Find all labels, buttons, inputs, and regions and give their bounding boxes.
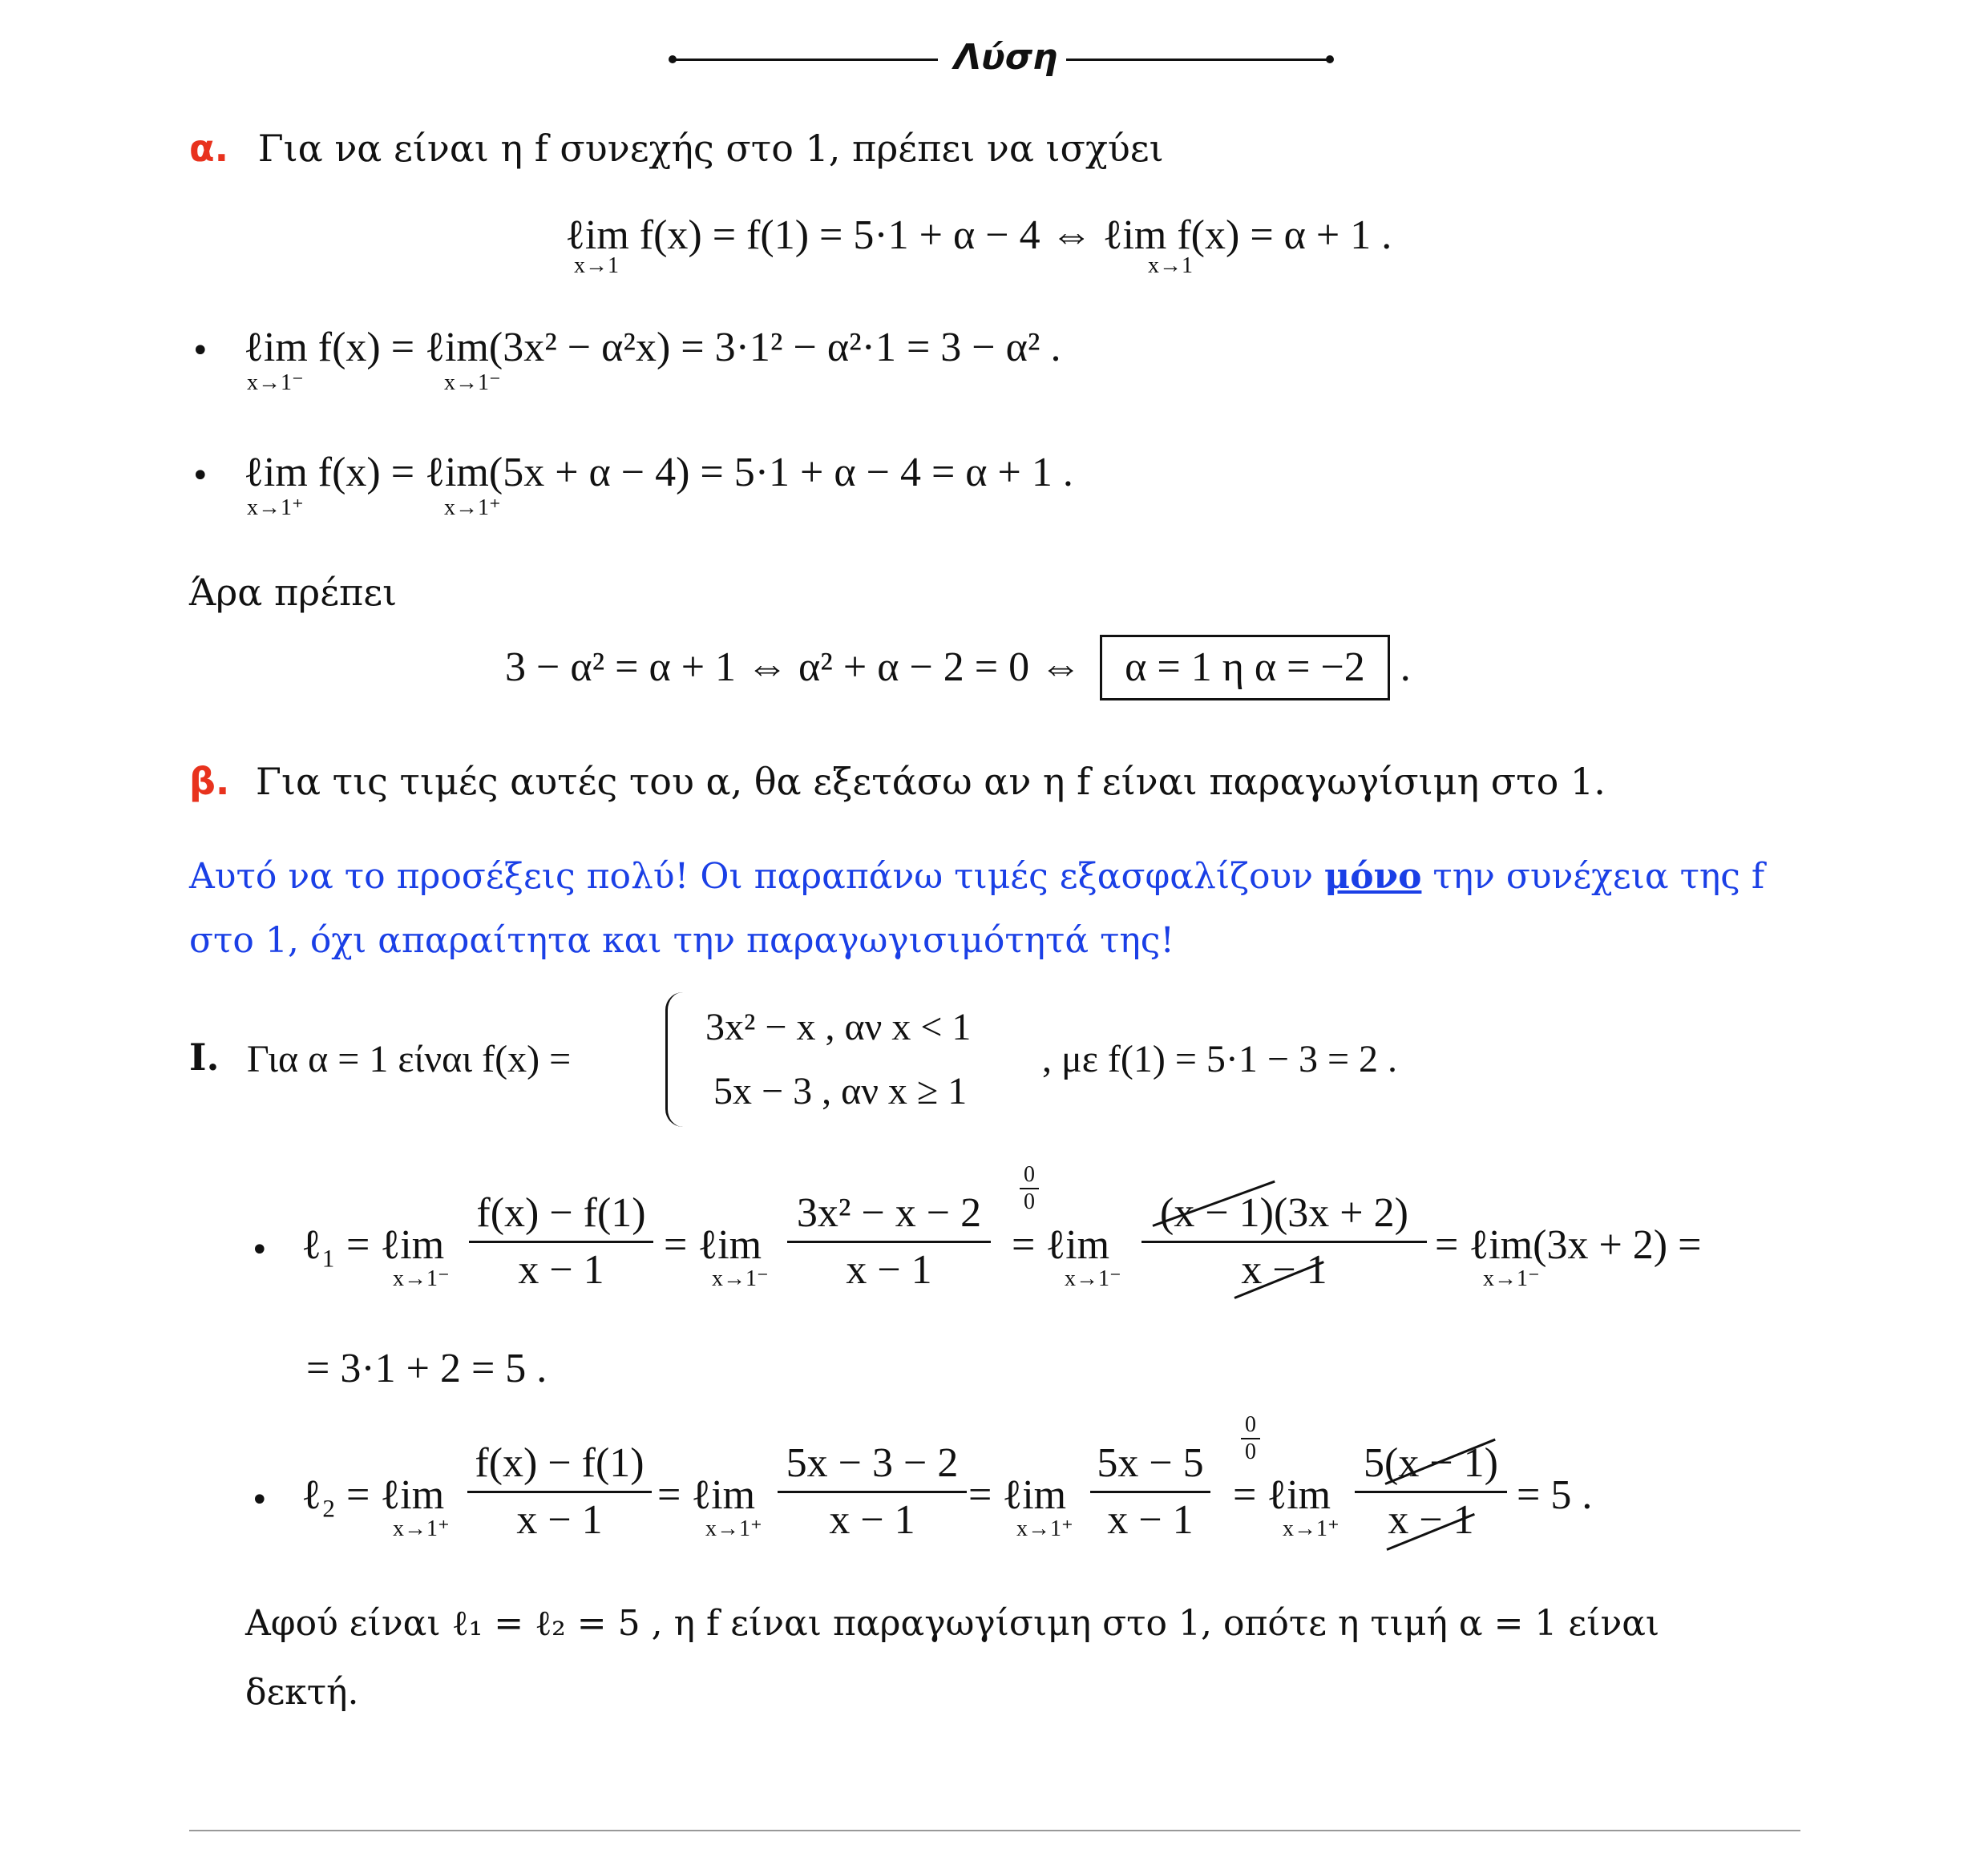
part-a-bullet2-sub-2: x→1⁺ [444,495,501,520]
l2-eq-1: = ℓim [657,1472,756,1518]
l1-sub-3: x→1⁻ [1065,1266,1121,1291]
case-i-piece2: 5x − 3 , αν x ≥ 1 [713,1070,968,1112]
case-i-lead: Για α = 1 είναι f(x) = [247,1038,572,1080]
l1-tail: = ℓim(3x + 2) = [1435,1222,1702,1268]
part-b-note-2: την συνέχεια της f [1421,856,1765,897]
part-a-main-sub-1: x→1 [574,253,619,278]
part-a-label: α. [189,127,229,170]
l2-sub-2: x→1⁺ [705,1516,762,1541]
part-a-final-equation: 3 − α² = α + 1 ⇔ α² + α − 2 = 0 ⇔ [505,644,1082,690]
l2-sub-1: x→1⁺ [393,1516,450,1541]
part-a-bullet1-sub-2: x→1⁻ [444,370,501,395]
l1-eq-1: = ℓim [664,1222,762,1268]
l2-frac3 [1090,1439,1210,1544]
conclusion-line-1: Αφού είναι ℓ₁ = ℓ₂ = 5 , η f είναι παραγωγίσιμη στο 1, οπότε η τιμή α = 1 είναι [245,1603,1660,1644]
l1-sub-4: x→1⁻ [1483,1266,1540,1291]
l1-eq-2: = ℓim [1012,1222,1110,1268]
l2-zero-over-zero: 0 0 [1241,1414,1260,1463]
l1-frac2 [787,1189,991,1294]
l2-sub-4: x→1⁺ [1283,1516,1339,1541]
case-i-label: I. [189,1036,220,1079]
bullet-icon: • [191,458,210,495]
part-a-boxed-answer: α = 1 η α = −2 [1100,635,1390,700]
l1-frac2-num: 3x² − x − 2 [796,1190,982,1236]
bullet-icon: • [250,1482,269,1519]
part-a-intro: Για να είναι η f συνεχής στο 1, πρέπει να ισχύει [257,127,1164,170]
l2-frac4-den: x − 1 [1388,1497,1474,1543]
l1-frac1-num: f(x) − f(1) [476,1190,646,1236]
l2-frac4 [1355,1439,1507,1544]
l1-sub-2: x→1⁻ [712,1266,769,1291]
case-i-tail: , με f(1) = 5·1 − 3 = 2 . [1042,1038,1398,1080]
l2-frac2-den: x − 1 [829,1497,915,1543]
part-b-note-1: Αυτό να το προσέξεις πολύ! Οι παραπάνω τιμές εξασφαλίζουν [189,856,1324,897]
part-a-bullet1: ℓim f(x) = ℓim(3x² − α²x) = 3·1² − α²·1 = 3 − α² . [244,325,1061,370]
part-a-bullet2: ℓim f(x) = ℓim(5x + α − 4) = 5·1 + α − 4 = α + 1 . [244,450,1073,495]
l2-frac3-den: x − 1 [1107,1497,1194,1543]
header-rule-right [1066,59,1331,61]
l1-lhs: ℓ₁ = ℓim [301,1222,445,1268]
header-rule-left [673,59,938,61]
l2-lhs: ℓ₂ = ℓim [301,1472,445,1518]
part-a-final-dot: . [1400,644,1411,690]
bullet-icon: • [191,333,210,369]
l1-zero-over-zero: 0 0 [1020,1164,1039,1213]
l1-frac3-num: (x − 1)(3x + 2) [1160,1190,1408,1236]
l2-eq-2: = ℓim [968,1472,1067,1518]
header-dot-left [669,55,677,63]
header-dot-right [1326,55,1334,63]
part-a-main-equation: ℓim f(x) = f(1) = 5·1 + α − 4 ⇔ ℓim f(x) = α + 1 . [565,212,1392,258]
part-b-note-bold: μόνο [1323,856,1422,897]
l2-frac2 [778,1439,967,1544]
part-b-note-3: στο 1, όχι απαραίτητα και την παραγωγισιμότητά της! [189,920,1175,961]
l2-frac1-num: f(x) − f(1) [475,1440,644,1486]
part-a-bullet2-sub-1: x→1⁺ [247,495,304,520]
part-a-main-sub-2: x→1 [1148,253,1193,278]
l2-frac1 [467,1439,652,1544]
bullet-icon: • [250,1232,269,1269]
l1-frac2-den: x − 1 [846,1247,932,1293]
l1-result: = 3·1 + 2 = 5 . [306,1346,548,1391]
l1-sub-1: x→1⁻ [393,1266,450,1291]
part-a-therefore: Άρα πρέπει [189,571,398,614]
l2-eq-3: = ℓim [1233,1472,1331,1518]
l2-frac3-num: 5x − 5 [1097,1440,1204,1486]
l1-frac1-den: x − 1 [518,1247,604,1293]
case-i-piece1: 3x² − x , αν x < 1 [705,1006,972,1048]
l2-frac1-den: x − 1 [516,1497,603,1543]
l2-tail: = 5 . [1517,1472,1593,1518]
l2-frac4-num: 5(x − 1) [1364,1440,1498,1486]
part-b-label: β. [189,760,230,803]
l1-frac1 [469,1189,653,1294]
case-i-brace [665,992,685,1127]
part-a-bullet1-sub-1: x→1⁻ [247,370,304,395]
l2-frac2-num: 5x − 3 − 2 [786,1440,959,1486]
conclusion-line-2: δεκτή. [245,1672,359,1713]
footer-divider [189,1830,1800,1831]
l1-frac3-den: x − 1 [1241,1247,1327,1293]
header-title: Λύση [954,37,1058,78]
part-b-intro: Για τις τιμές αυτές του α, θα εξετάσω αν η f είναι παραγωγίσιμη στο 1. [256,760,1606,803]
l2-sub-3: x→1⁺ [1016,1516,1073,1541]
